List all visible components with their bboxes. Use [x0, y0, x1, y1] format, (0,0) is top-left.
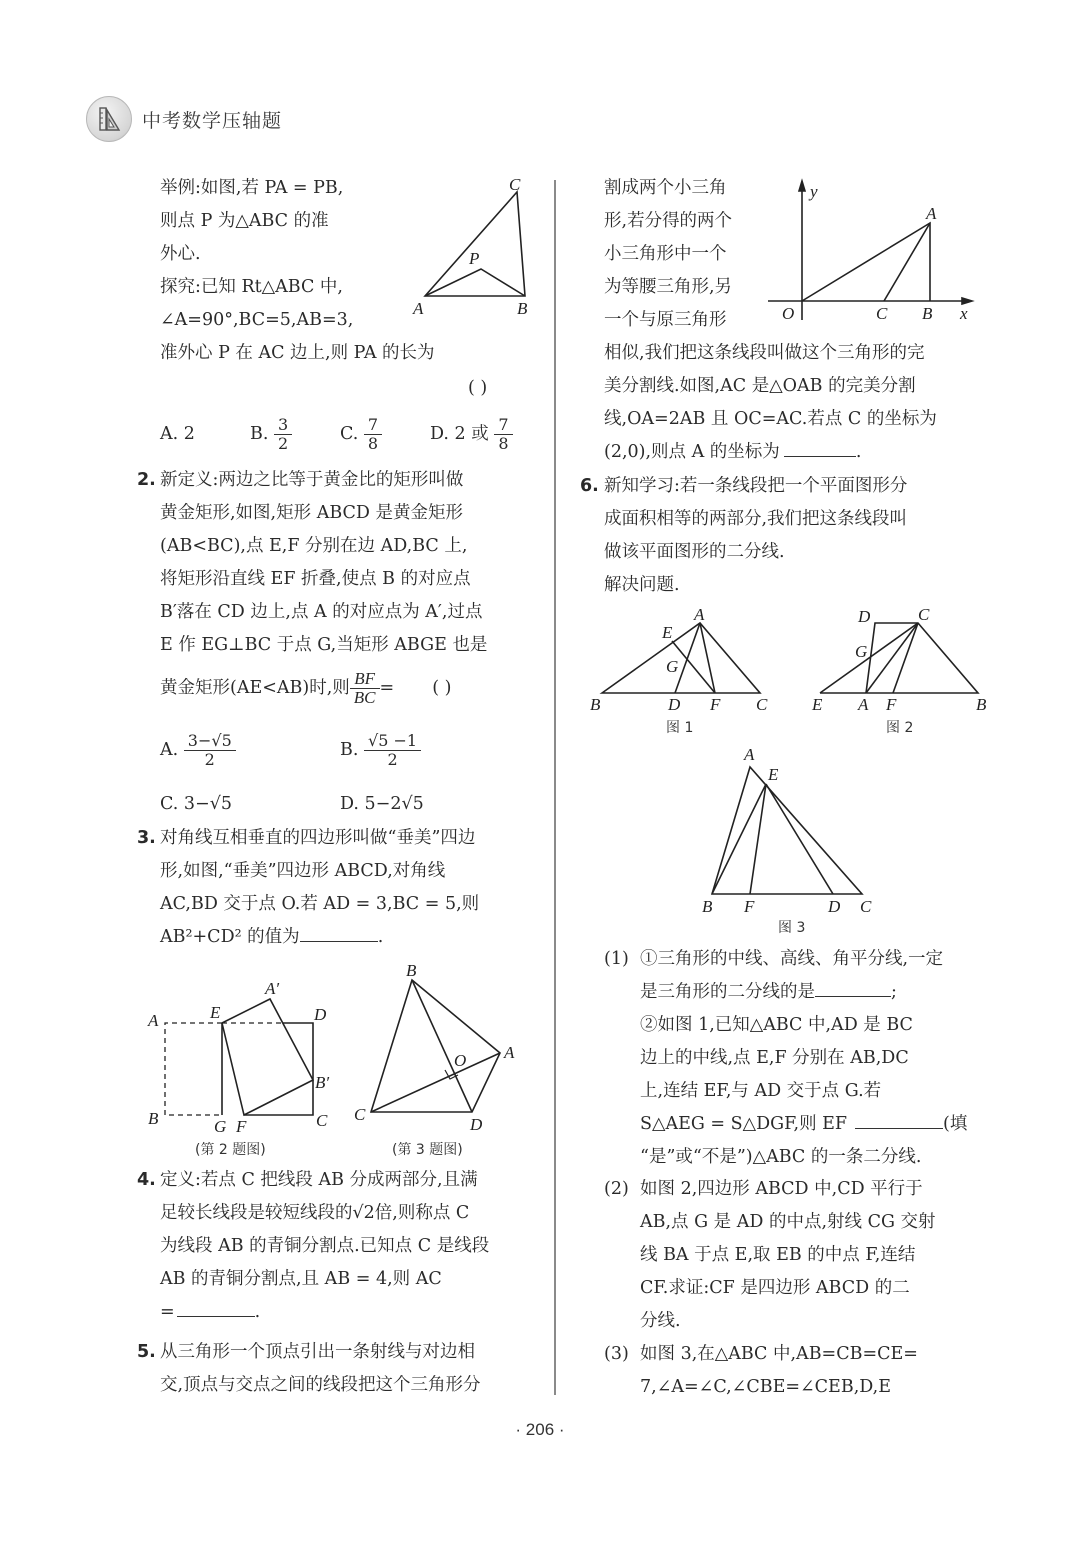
- text-line: 准外心 P 在 AC 边上,则 PA 的长为: [160, 343, 435, 363]
- page-number: · 206 ·: [515, 1420, 565, 1439]
- text-line: 解决问题.: [604, 575, 680, 595]
- answer-paren: ( ): [432, 678, 452, 698]
- fig-label: P: [469, 249, 480, 268]
- text-line: 新定义:两边之比等于黄金比的矩形叫做: [160, 470, 464, 490]
- text-line: 为等腰三角形,另: [604, 277, 733, 297]
- fig-label: F: [236, 1117, 247, 1136]
- option-label: C.: [340, 424, 359, 444]
- figure-1-triangle: [590, 605, 768, 736]
- fig-label: B: [976, 695, 987, 714]
- numerator: 7: [367, 415, 379, 434]
- text-line: [604, 436, 937, 469]
- fraction: [352, 670, 378, 707]
- fig-label: D: [668, 695, 681, 714]
- question-number: 5.: [137, 1342, 156, 1362]
- text-line: 美分割线.如图,AC 是△OAB 的完美分割: [604, 376, 916, 396]
- page-header: [86, 96, 282, 142]
- text-line: 线 BA 于点 E,取 EB 的中点 F,连结: [640, 1245, 916, 1265]
- q1-text: [160, 172, 435, 370]
- fig-label: A: [413, 299, 424, 318]
- q1-figure-triangle: [405, 172, 545, 322]
- option-label: D. 2 或: [430, 424, 489, 444]
- text-line: 成面积相等的两部分,我们把这条线段叫: [604, 509, 908, 529]
- question-number: 6.: [580, 476, 599, 496]
- ruler-triangle-icon: [86, 96, 132, 142]
- text-line: 割成两个小三角: [604, 178, 727, 198]
- text-fragment: (填: [943, 1114, 968, 1134]
- fig-label: B: [702, 897, 713, 916]
- option-d: [430, 416, 513, 453]
- text-line: 为线段 AB 的青铜分割点.已知点 C 是线段: [160, 1236, 490, 1256]
- option-label: A.: [160, 740, 179, 760]
- text-line: CF.求证:CF 是四边形 ABCD 的二: [640, 1278, 910, 1298]
- option-label: B.: [340, 740, 359, 760]
- option-c: [340, 416, 430, 453]
- text-line: 形,如图,“垂美”四边形 ABCD,对角线: [160, 861, 446, 881]
- text-line: “是”或“不是”)△ABC 的一条二分线.: [640, 1147, 922, 1167]
- figure-2-trapezoid: [811, 605, 987, 736]
- fig-label: O: [454, 1051, 467, 1070]
- text-line: ①三角形的中线、高线、角平分线,一定: [640, 949, 944, 969]
- text-line: [160, 670, 487, 707]
- text-line: 边上的中线,点 E,F 分别在 AB,DC: [640, 1048, 909, 1068]
- option-b: [250, 416, 340, 453]
- option-a: A. 2: [160, 424, 195, 444]
- text-fragment: AB²+CD² 的值为: [160, 927, 300, 947]
- text-fragment: 是三角形的二分线的是: [640, 982, 815, 1002]
- text-line: AB 的青铜分割点,且 AB = 4,则 AC: [160, 1269, 442, 1289]
- fraction: [366, 416, 380, 453]
- numerator: BF: [354, 669, 376, 688]
- fig-label: E: [662, 623, 673, 642]
- answer-blank: [177, 1297, 255, 1317]
- fig-label: D: [858, 607, 871, 626]
- axis-label: x: [960, 304, 968, 323]
- equals-sign: =: [379, 678, 395, 698]
- fraction: [186, 732, 234, 769]
- q5-text-start: [160, 1336, 481, 1402]
- option-a: [160, 732, 340, 769]
- fig-label: C: [756, 695, 768, 714]
- fig-label: B: [517, 299, 528, 318]
- figures-q2-q3: [140, 960, 550, 1160]
- text-line: 将矩形沿直线 EF 折叠,使点 B 的对应点: [160, 569, 471, 589]
- numerator: 3: [278, 415, 289, 434]
- option-label: B.: [250, 424, 269, 444]
- answer-blank: [855, 1109, 943, 1129]
- text-line: [640, 1108, 967, 1141]
- q2-text: [160, 464, 487, 707]
- fig-label: A: [858, 695, 869, 714]
- fig-label: A: [926, 204, 937, 223]
- semicolon: ;: [891, 982, 897, 1002]
- answer-blank: [784, 437, 856, 457]
- q1-options: [160, 416, 513, 453]
- period: .: [855, 442, 862, 462]
- fig-label: B′: [315, 1073, 330, 1092]
- option-c: C. 3−√5: [160, 794, 232, 814]
- fig-label: C: [316, 1111, 328, 1130]
- fig-label: B: [148, 1109, 159, 1128]
- fig-label: C: [876, 304, 888, 323]
- q6-text: [604, 470, 907, 602]
- text-line: E 作 EG⊥BC 于点 G,当矩形 ABGE 也是: [160, 635, 488, 655]
- column-divider: [554, 180, 556, 1395]
- denominator: 2: [278, 434, 289, 453]
- q4-text: [160, 1164, 489, 1329]
- fraction: [366, 732, 419, 769]
- fig-label: A: [694, 605, 705, 624]
- question-number: 4.: [137, 1170, 156, 1190]
- text-line: 分线.: [640, 1311, 681, 1331]
- fig-label: C: [354, 1105, 366, 1124]
- text-line: 线,OA=2AB 且 OC=AC.若点 C 的坐标为: [604, 409, 937, 429]
- part-label: (1): [604, 949, 629, 969]
- text-line: 7,∠A=∠C,∠CBE=∠CEB,D,E: [640, 1377, 891, 1397]
- option-d: D. 5−2√5: [340, 794, 424, 814]
- text-fragment: =: [160, 1302, 175, 1322]
- q6-figure-3-triangle: [690, 740, 890, 940]
- fig-label: D: [828, 897, 841, 916]
- fig-label: F: [886, 695, 897, 714]
- part-label: (3): [604, 1344, 629, 1364]
- text-line: 形,若分得的两个: [604, 211, 733, 231]
- text-fragment: (2,0),则点 A 的坐标为: [604, 442, 780, 462]
- q2-options-row1: [160, 732, 421, 769]
- q3-figure-quadrilateral: [354, 961, 515, 1158]
- option-b: [340, 732, 421, 769]
- fig-label: A: [504, 1043, 515, 1062]
- answer-paren: ( ): [468, 378, 488, 398]
- text-line: B′落在 CD 边上,点 A 的对应点为 A′,过点: [160, 602, 483, 622]
- text-line: ②如图 1,已知△ABC 中,AD 是 BC: [640, 1015, 913, 1035]
- denominator: 2: [204, 750, 215, 769]
- numerator: 3−√5: [187, 731, 232, 750]
- fig-label: D: [314, 1005, 327, 1024]
- q5-coordinate-figure: [760, 175, 980, 335]
- fig-label: E: [812, 695, 823, 714]
- answer-blank: [300, 922, 378, 942]
- fig-label: A′: [265, 979, 280, 998]
- text-line: 对角线互相垂直的四边形叫做“垂美”四边: [160, 828, 476, 848]
- text-line: 相似,我们把这条线段叫做这个三角形的完: [604, 343, 925, 363]
- text-line: 探究:已知 Rt△ABC 中,: [160, 277, 343, 297]
- q6-part1-text: [640, 943, 967, 1174]
- text-line: 如图 3,在△ABC 中,AB=CB=CE=: [640, 1344, 918, 1364]
- figure-caption: (第 2 题图): [195, 1142, 266, 1158]
- fig-label: A: [744, 745, 755, 764]
- book-title: 中考数学压轴题: [142, 109, 283, 132]
- axis-label: y: [810, 182, 818, 201]
- text-line: [640, 976, 967, 1009]
- denominator: BC: [353, 688, 376, 707]
- fig-label: B: [922, 304, 933, 323]
- text-line: [160, 1296, 489, 1329]
- numerator: 7: [498, 415, 509, 434]
- question-number: 3.: [137, 828, 156, 848]
- text-line: 上,连结 EF,与 AD 交于点 G.若: [640, 1081, 882, 1101]
- fig-label: E: [210, 1003, 221, 1022]
- fig-label: B: [590, 695, 601, 714]
- q6-part3-text: [640, 1338, 918, 1404]
- q6-part2-text: [640, 1173, 936, 1338]
- period: .: [254, 1302, 261, 1322]
- text-fragment: 黄金矩形(AE<AB)时,则: [160, 678, 350, 698]
- part-label: (2): [604, 1179, 629, 1199]
- denominator: 8: [498, 434, 509, 453]
- fig-label: F: [744, 897, 755, 916]
- denominator: 8: [367, 434, 379, 453]
- q2-figure-rectangle-fold: [147, 979, 329, 1158]
- q2-options-row2: [160, 788, 424, 821]
- text-fragment: S△AEG = S△DGF,则 EF: [640, 1114, 848, 1134]
- q3-text: [160, 822, 479, 954]
- fraction: [276, 416, 290, 453]
- figure-caption: (第 3 题图): [392, 1142, 463, 1158]
- question-number: 2.: [137, 470, 156, 490]
- answer-blank: [815, 977, 891, 997]
- denominator: 2: [387, 750, 398, 769]
- text-line: AB,点 G 是 AD 的中点,射线 CG 交射: [640, 1212, 936, 1232]
- numerator: √5 −1: [368, 731, 418, 750]
- text-line: 黄金矩形,如图,矩形 ABCD 是黄金矩形: [160, 503, 463, 523]
- fig-label: G: [214, 1117, 227, 1136]
- fig-label: E: [768, 765, 779, 784]
- text-line: 小三角形中一个: [604, 244, 727, 264]
- text-line: 外心.: [160, 244, 201, 264]
- fig-label: G: [855, 642, 868, 661]
- fig-label: A: [148, 1011, 159, 1030]
- text-line: [160, 921, 479, 954]
- fig-label: G: [666, 657, 679, 676]
- figure-caption: 图 3: [778, 920, 806, 936]
- text-line: 交,顶点与交点之间的线段把这个三角形分: [160, 1375, 481, 1395]
- fig-label: C: [918, 605, 930, 624]
- text-line: 举例:如图,若 PA = PB,: [160, 178, 344, 198]
- fig-label: O: [782, 304, 795, 323]
- figure-caption: 图 1: [666, 720, 694, 736]
- fig-label: B: [406, 961, 417, 980]
- text-line: 从三角形一个顶点引出一条射线与对边相: [160, 1342, 475, 1362]
- text-line: 足较长线段是较短线段的√2倍,则称点 C: [160, 1203, 470, 1223]
- fraction: [496, 416, 510, 453]
- text-line: 则点 P 为△ABC 的准: [160, 211, 329, 231]
- fig-label: C: [860, 897, 872, 916]
- text-line: ∠A=90°,BC=5,AB=3,: [160, 310, 354, 330]
- figure-caption: 图 2: [886, 720, 914, 736]
- text-line: 新知学习:若一条线段把一个平面图形分: [604, 476, 908, 496]
- fig-label: C: [509, 175, 521, 194]
- fig-label: F: [710, 695, 721, 714]
- text-line: 如图 2,四边形 ABCD 中,CD 平行于: [640, 1179, 923, 1199]
- text-line: 定义:若点 C 把线段 AB 分成两部分,且满: [160, 1170, 478, 1190]
- text-line: 做该平面图形的二分线.: [604, 542, 785, 562]
- text-line: (AB<BC),点 E,F 分别在边 AD,BC 上,: [160, 536, 468, 556]
- text-line: 一个与原三角形: [604, 310, 727, 330]
- q6-figures-1-2: [580, 600, 1000, 740]
- fig-label: D: [470, 1115, 483, 1134]
- period: .: [377, 927, 384, 947]
- text-line: AC,BD 交于点 O.若 AD = 3,BC = 5,则: [160, 894, 480, 914]
